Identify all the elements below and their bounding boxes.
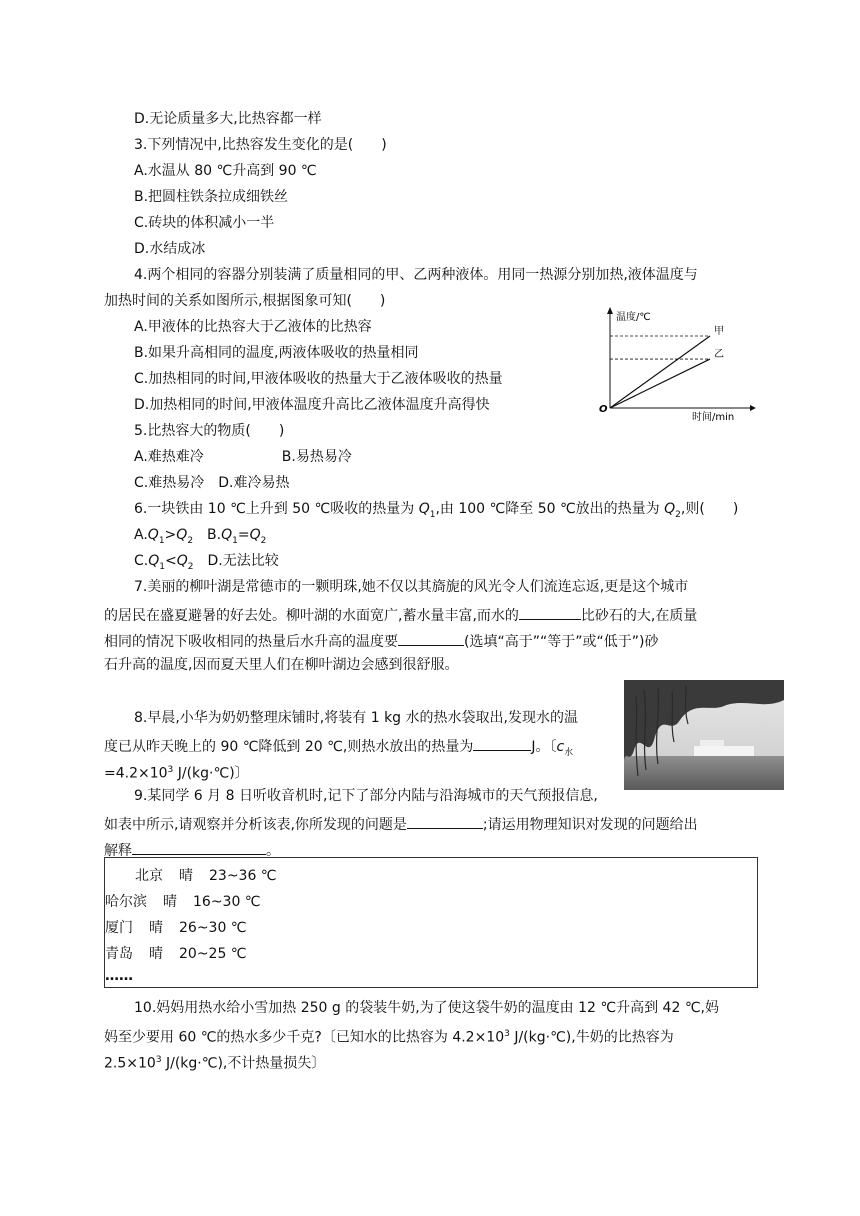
q6-stem: [134, 499, 738, 525]
q6-options-cd: [134, 551, 279, 577]
q7-line4: 石升高的温度,因而夏天里人们在柳叶湖边会感到很舒服。: [104, 657, 459, 673]
q8-text-1: 度已从昨天晚上的 90 ℃降低到 20 ℃,则热水放出的热量为: [104, 739, 474, 755]
temp: 26~30 ℃: [179, 920, 247, 936]
q4-stem-line2: 加热时间的关系如图所示,根据图象可知( ): [104, 293, 386, 309]
q4-option-c: C.加热相同的时间,甲液体吸收的热量大于乙液体吸收的热量: [134, 371, 503, 387]
q6-a-label: A.: [134, 527, 148, 543]
q5-option-b: B.易热易冷: [281, 449, 352, 465]
q7-line1: 7.美丽的柳叶湖是常德市的一颗明珠,她不仅以其旖旎的风光令人们流连忘返,更是这个城市: [134, 579, 689, 595]
y-axis-arrow: [607, 307, 613, 314]
q5-option-a: A.难热难冷: [134, 449, 204, 465]
temp: 16~30 ℃: [193, 894, 261, 910]
series-label-0: 甲: [714, 326, 724, 337]
q2-option-d: D.无论质量多大,比热容都一样: [134, 111, 322, 127]
q9-text-1: 如表中所示,请观察并分析该表,你所发现的问题是: [104, 817, 407, 833]
q3-option-d: D.水结成冰: [134, 241, 206, 257]
photo-building: [694, 746, 754, 756]
q6-q2: Q: [664, 501, 676, 517]
temp: 20~25 ℃: [179, 946, 247, 962]
photo-water: [624, 756, 784, 790]
q6-b-sub2: 2: [260, 535, 267, 546]
q8-exp: 3: [167, 765, 174, 775]
series-label-1: 乙: [714, 349, 724, 361]
table-row: [105, 892, 261, 912]
q6-c-label: C.: [134, 553, 149, 569]
weather: 晴: [179, 868, 193, 884]
q10-line3: [104, 1050, 325, 1074]
q10-text-4: J/(kg·℃),不计热量损失〕: [161, 1055, 326, 1072]
q6-c-sub1: 1: [159, 561, 165, 572]
q5-options-cd: C.难热易冷 D.难冷易热: [134, 475, 290, 491]
q4-option-b: B.如果升高相同的温度,两液体吸收的热量相同: [134, 345, 419, 361]
table-row: [135, 866, 277, 886]
city: 哈尔滨: [105, 894, 147, 910]
origin-label: O: [599, 404, 608, 415]
q6-b-sub1: 1: [232, 535, 238, 546]
q7-text-1: 的居民在盛夏避暑的好去处。柳叶湖的水面宽广,蓄水量丰富,而水的: [104, 608, 519, 624]
q8-line3: [104, 760, 249, 784]
weather: 晴: [163, 894, 177, 910]
q9-text-2: ;请运用物理知识对发现的问题给出: [482, 817, 698, 833]
photo-building-top: [700, 740, 724, 746]
q6-a-sub1: 1: [158, 535, 165, 546]
q5-options-ab: [134, 447, 352, 467]
q6-text-1: 6.一块铁由 10 ℃上升到 50 ℃吸收的热量为: [134, 501, 419, 517]
q3-stem: 3.下列情况中,比热容发生变化的是( ): [134, 137, 387, 153]
q3-option-a: A.水温从 80 ℃升高到 90 ℃: [134, 163, 317, 179]
q5-stem: 5.比热容大的物质( ): [134, 423, 285, 439]
city: 青岛: [105, 946, 133, 962]
table-row: [105, 918, 247, 938]
q7-blank-2[interactable]: [398, 629, 464, 646]
q10-text-2: J/(kg·℃),牛奶的比热容为: [509, 1029, 674, 1046]
q6-text-3: ,则( ): [680, 501, 739, 517]
q10-text-1: 妈至少要用 60 ℃的热水多少千克?〔已知水的比热容为 4.2×10: [104, 1029, 505, 1046]
q7-line3: [104, 629, 658, 652]
q3-option-b: B.把圆柱铁条拉成细铁丝: [134, 189, 289, 205]
q6-q2-sub: 2: [675, 509, 681, 520]
weather: 晴: [149, 920, 163, 936]
q7-text-2: 比砂石的大,在质量: [580, 608, 698, 624]
q6-q1: Q: [418, 501, 430, 517]
q6-b-label: B.: [193, 527, 222, 543]
q9-line1: 9.某同学 6 月 8 日听收音机时,记下了部分内陆与沿海城市的天气预报信息,: [134, 788, 598, 804]
q9-line2: [104, 812, 698, 835]
q6-options-ab: [134, 525, 266, 551]
q10-line2: [104, 1024, 674, 1048]
q6-b-q2: Q: [249, 527, 261, 543]
series-line-0: [610, 336, 710, 408]
q4-option-d: D.加热相同的时间,甲液体温度升高比乙液体温度升高得快: [134, 397, 490, 413]
q9-blank-2[interactable]: [132, 838, 266, 855]
q6-b-q1: Q: [221, 527, 233, 543]
q8-value: =4.2×10: [104, 765, 168, 782]
weather: 晴: [149, 946, 163, 962]
x-axis-arrow: [750, 405, 756, 411]
q8-unit: J/(kg·℃)〕: [173, 765, 249, 782]
x-axis-label: 时间/min: [692, 412, 735, 423]
table-ellipsis: ……: [105, 968, 133, 984]
q10-exp-1: 3: [504, 1029, 510, 1039]
q10-exp-2: 3: [155, 1055, 162, 1065]
q6-text-2: ,由 100 ℃降至 50 ℃放出的热量为: [435, 501, 665, 517]
q3-option-c: C.砖块的体积减小一半: [134, 215, 275, 231]
q9-text-4: 。: [266, 843, 280, 859]
q6-c-op: <: [165, 553, 177, 569]
q6-d-label: D.无法比较: [193, 553, 279, 569]
city: 北京: [135, 868, 163, 884]
q7-text-4: (选填“高于”“等于”或“低于”)砂: [464, 634, 659, 650]
temperature-time-chart: [598, 304, 758, 424]
willow-lake-photo: [624, 680, 784, 790]
q8-blank[interactable]: [473, 734, 531, 751]
q4-option-a: A.甲液体的比热容大于乙液体的比热容: [134, 319, 372, 335]
q7-blank-1[interactable]: [519, 603, 581, 620]
q8-c-sub: 水: [564, 747, 574, 758]
q10-text-3: 2.5×10: [104, 1055, 156, 1072]
q6-a-sub2: 2: [187, 535, 194, 546]
q6-a-q1: Q: [147, 527, 159, 543]
q6-q1-sub: 1: [429, 509, 436, 520]
q7-line2: [104, 603, 697, 626]
series-line-1: [610, 359, 710, 408]
city: 厦门: [105, 920, 133, 936]
q6-c-q1: Q: [148, 553, 160, 569]
q10-line1: 10.妈妈用热水给小雪加热 250 g 的袋装牛奶,为了使这袋牛奶的温度由 12 ℃升高到 42 ℃,妈: [134, 1000, 719, 1016]
q6-c-q2: Q: [176, 553, 188, 569]
q4-stem-line1: 4.两个相同的容器分别装满了质量相同的甲、乙两种液体。用同一热源分别加热,液体温度与: [134, 267, 698, 283]
q6-a-q2: Q: [176, 527, 188, 543]
q6-b-op: =: [237, 527, 250, 543]
q6-c-sub2: 2: [187, 561, 194, 572]
q8-text-2: J。〔: [531, 739, 557, 755]
table-row: [105, 944, 247, 964]
series-layer: [610, 325, 724, 408]
q7-text-3: 相同的情况下吸收相同的热量后水升高的温度要: [104, 634, 398, 650]
q9-text-3: 解释: [104, 843, 132, 859]
weather-table: [104, 857, 758, 988]
q6-a-op: >: [164, 527, 177, 543]
q9-blank-1[interactable]: [407, 812, 483, 829]
q8-line1: 8.早晨,小华为奶奶整理床铺时,将装有 1 kg 水的热水袋取出,发现水的温: [134, 710, 578, 726]
q8-c-symbol: c: [556, 739, 565, 755]
temp: 23~36 ℃: [209, 868, 277, 884]
y-axis-label: 温度/℃: [616, 312, 651, 323]
q8-line2: [104, 734, 573, 763]
